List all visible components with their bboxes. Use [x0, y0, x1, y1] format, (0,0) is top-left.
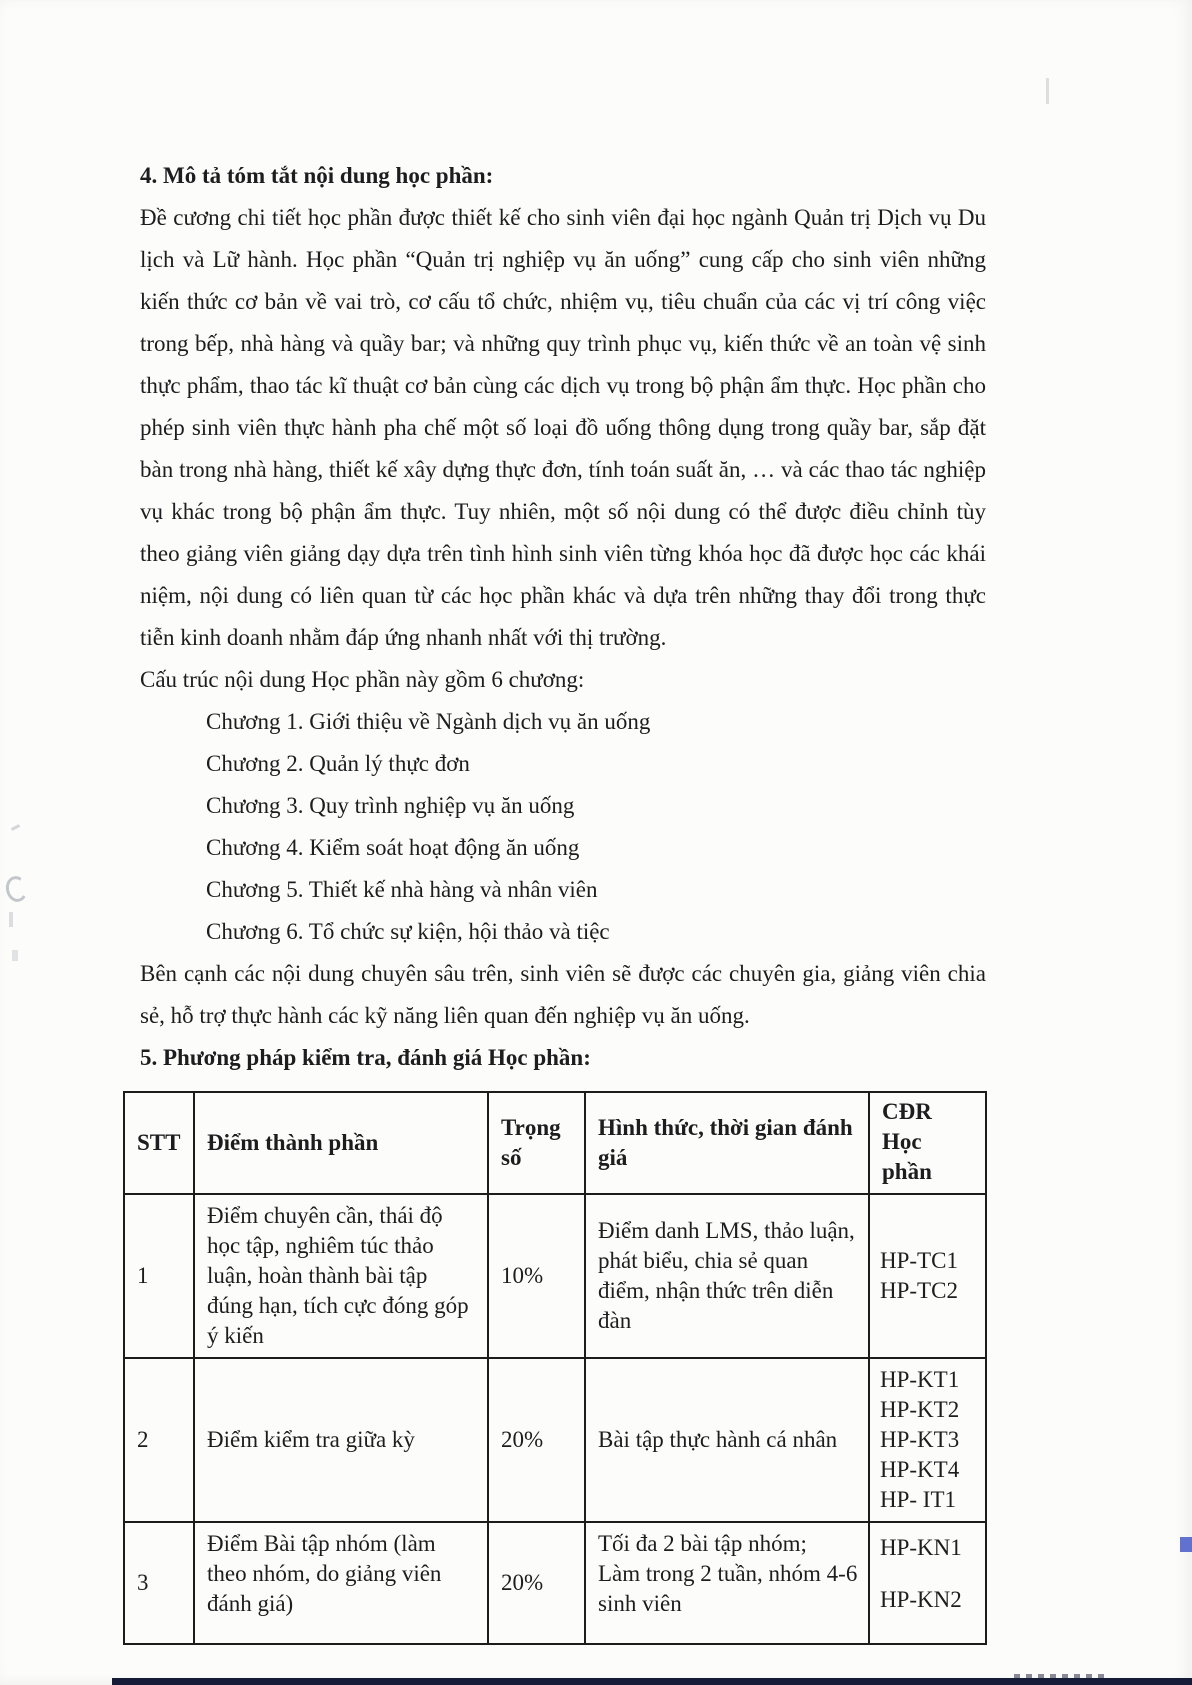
section4-closing: Bên cạnh các nội dung chuyên sâu trên, sinh viên sẽ được các chuyên gia, giảng viên chia sẻ, hỗ trợ thực hành các kỹ năng liên quan đến nghiệp vụ ăn uống.	[140, 961, 986, 1028]
header-stt: STT	[124, 1092, 194, 1194]
cell-component: Điểm kiểm tra giữa kỳ	[194, 1358, 488, 1522]
scan-artifact-mark	[1046, 78, 1049, 104]
table-row-1	[124, 1194, 986, 1358]
cdr-code: HP-TC1	[880, 1248, 958, 1273]
structure-intro: Cấu trúc nội dung Học phần này gồm 6 chương:	[140, 667, 585, 692]
scan-artifact-mark	[11, 824, 20, 831]
header-method: Hình thức, thời gian đánh giá	[585, 1092, 869, 1194]
scan-artifact-ticks	[1014, 1674, 1110, 1678]
page-content	[137, 155, 986, 1645]
chapter-item-3: Chương 3. Quy trình nghiệp vụ ăn uống	[206, 793, 575, 818]
scan-artifact-mark	[9, 912, 13, 927]
method-line: Tối đa 2 bài tập nhóm;	[598, 1531, 807, 1556]
header-weight: Trọng số	[488, 1092, 585, 1194]
cdr-code: HP-KT1	[880, 1367, 960, 1392]
header-cdr: CĐR Học phần	[869, 1092, 986, 1194]
cell-cdr	[869, 1194, 986, 1358]
chapter-list	[140, 701, 986, 953]
cell-component: Điểm Bài tập nhóm (làm theo nhóm, do giảng viên đánh giá)	[194, 1522, 488, 1644]
table-row-2	[124, 1358, 986, 1522]
section5-heading: 5. Phương pháp kiểm tra, đánh giá Học phần:	[140, 1045, 591, 1070]
scan-artifact-mark	[12, 950, 18, 961]
scan-edge-bar	[112, 1678, 1192, 1685]
table-row-3	[124, 1522, 986, 1644]
cell-cdr	[869, 1522, 986, 1644]
assessment-table	[123, 1091, 987, 1645]
cell-weight: 20%	[488, 1522, 585, 1644]
cell-method: Điểm danh LMS, thảo luận, phát biểu, chia sẻ quan điểm, nhận thức trên diễn đàn	[585, 1194, 869, 1358]
method-line: Làm trong 2 tuần, nhóm 4-6 sinh viên	[598, 1561, 858, 1616]
chapter-item-2: Chương 2. Quản lý thực đơn	[206, 751, 470, 776]
cdr-code: HP-KT4	[880, 1457, 960, 1482]
header-component: Điểm thành phần	[194, 1092, 488, 1194]
section4-paragraph: Đề cương chi tiết học phần được thiết kế cho sinh viên đại học ngành Quản trị Dịch vụ Du lịch và Lữ hành. Học phần “Quản trị nghiệp vụ ăn uống” cung cấp cho sinh viên những kiến thức cơ bản về vai trò, cơ cấu tổ chức, nhiệm vụ, tiêu chuẩn của các vị trí công việc trong bếp, nhà hàng và quầy bar; và những quy trình phục vụ, kiến thức về an toàn vệ sinh thực phẩm, thao tác kĩ thuật cơ bản cùng các dịch vụ trong bộ phận ẩm thực. Học phần cho phép sinh viên thực hành pha chế một số loại đồ uống thông dụng trong quầy bar, sắp đặt bàn trong nhà hàng, thiết kế xây dựng thực đơn, tính toán suất ăn, … và các thao tác nghiệp vụ khác trong bộ phận ẩm thực. Tuy nhiên, một số nội dung có thể được điều chỉnh tùy theo giảng viên giảng dạy dựa trên tình hình sinh viên từng khóa học đã được học các khái niệm, nội dung có liên quan từ các học phần khác và dựa trên những thay đổi trong thực tiễn kinh doanh nhằm đáp ứng nhanh nhất với thị trường.	[140, 205, 986, 650]
cell-stt: 3	[124, 1522, 194, 1644]
cdr-code: HP-TC2	[880, 1278, 958, 1303]
chapter-item-5: Chương 5. Thiết kế nhà hàng và nhân viên	[206, 877, 598, 902]
cell-weight: 10%	[488, 1194, 585, 1358]
cell-stt: 1	[124, 1194, 194, 1358]
cell-cdr	[869, 1358, 986, 1522]
cell-method	[585, 1522, 869, 1644]
cdr-code: HP-KN2	[880, 1587, 962, 1612]
cell-stt: 2	[124, 1358, 194, 1522]
chapter-item-6: Chương 6. Tổ chức sự kiện, hội thảo và tiệc	[206, 919, 610, 944]
table-header-row	[124, 1092, 986, 1194]
scan-artifact-blue-dash	[1180, 1537, 1192, 1552]
cdr-code: HP- IT1	[880, 1487, 957, 1512]
chapter-item-1: Chương 1. Giới thiệu về Ngành dịch vụ ăn uống	[206, 709, 651, 734]
cell-weight: 20%	[488, 1358, 585, 1522]
cell-component: Điểm chuyên cần, thái độ học tập, nghiêm túc thảo luận, hoàn thành bài tập đúng hạn, tích cực đóng góp ý kiến	[194, 1194, 488, 1358]
cell-method: Bài tập thực hành cá nhân	[585, 1358, 869, 1522]
cdr-code: HP-KN1	[880, 1535, 962, 1560]
cdr-code: HP-KT2	[880, 1397, 960, 1422]
chapter-item-4: Chương 4. Kiểm soát hoạt động ăn uống	[206, 835, 580, 860]
scan-artifact-pen-mark	[4, 874, 30, 904]
cdr-code: HP-KT3	[880, 1427, 960, 1452]
section4-heading: 4. Mô tả tóm tắt nội dung học phần:	[140, 163, 494, 188]
